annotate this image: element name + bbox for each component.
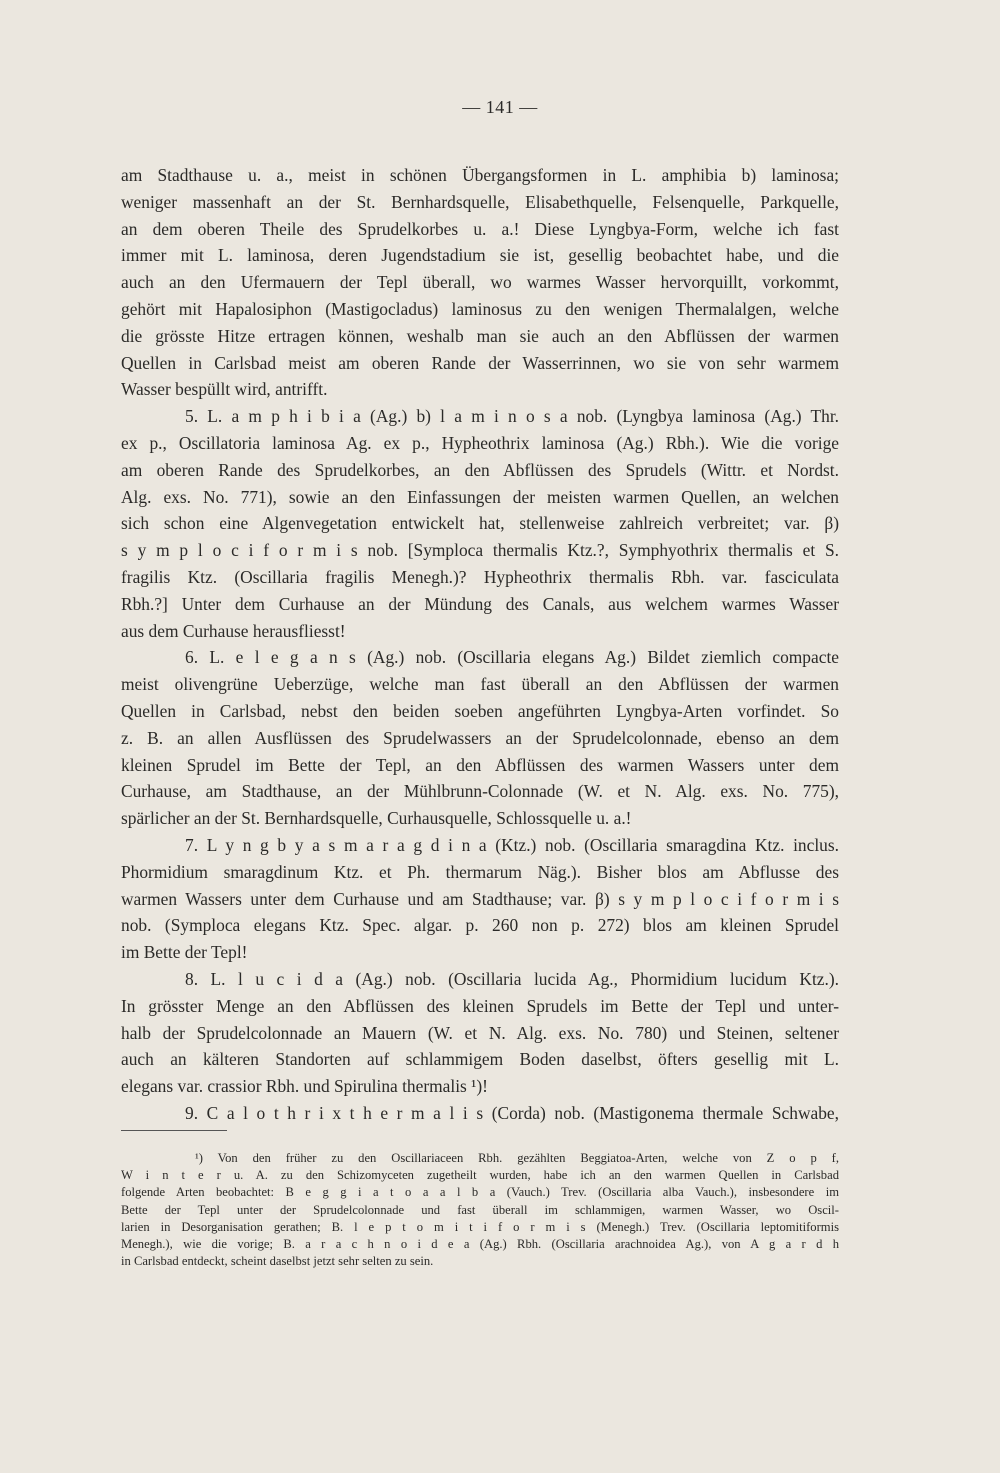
footnote-line: Menegh.), wie die vorige; B. a r a c h n o i d e a (Ag.) Rbh. (Oscillaria arachnoidea Ag.), von A g a r d h	[121, 1236, 839, 1251]
footnote-line: larien in Desorganisation gerathen; B. l e p t o m i t i f o r m i s (Menegh.) Trev. (Oscillaria leptomitiformis	[121, 1219, 839, 1234]
text-line: Alg. exs. No. 771), sowie an den Einfassungen der meisten warmen Quellen, an welchen	[121, 486, 839, 507]
text-line: nob. (Symploca elegans Ktz. Spec. algar. p. 260 non p. 272) blos am kleinen Sprudel	[121, 915, 839, 936]
text-line: kleinen Sprudel im Bette der Tepl, an den Abflüssen des warmen Wassers unter dem	[121, 754, 839, 775]
text-line: fragilis Ktz. (Oscillaria fragilis Menegh.)? Hypheothrix thermalis Rbh. var. fasciculata	[121, 566, 839, 587]
text-line: spärlicher an der St. Bernhardsquelle, Curhausquelle, Schlossquelle u. a.!	[121, 808, 632, 829]
text-line: warmen Wassers unter dem Curhause und am Stadthause; var. β) s y m p l o c i f o r m i s	[121, 888, 839, 909]
text-line: Wasser bespüllt wird, antrifft.	[121, 379, 328, 400]
text-line: am Stadthause u. a., meist in schönen Übergangsformen in L. amphibia b) laminosa;	[121, 165, 839, 185]
footnote-divider	[121, 1130, 227, 1131]
text-line: 8. L. l u c i d a (Ag.) nob. (Oscillaria lucida Ag., Phormidium lucidum Ktz.).	[185, 968, 839, 989]
text-line: Rbh.?] Unter dem Curhause an der Mündung des Canals, aus welchem warmes Wasser	[121, 593, 839, 614]
text-line: sich schon eine Algenvegetation entwickelt hat, stellenweise zahlreich verbreitet; var. β)	[121, 513, 839, 534]
text-line: am oberen Rande des Sprudelkorbes, an den Abflüssen des Sprudels (Wittr. et Nordst.	[121, 459, 839, 480]
text-line: ex p., Oscillatoria laminosa Ag. ex p., Hypheothrix laminosa (Ag.) Rbh.). Wie die vorige	[121, 432, 839, 453]
footnote-line: ¹) Von den früher zu den Oscillariaceen Rbh. gezählten Beggiatoa-Arten, welche von Z o p f,	[195, 1151, 839, 1165]
text-line: halb der Sprudelcolonnade an Mauern (W. et N. Alg. exs. No. 780) und Steinen, seltener	[121, 1022, 839, 1043]
text-line: 6. L. e l e g a n s (Ag.) nob. (Oscillaria elegans Ag.) Bildet ziemlich compacte	[185, 647, 839, 668]
footnote-line: Bette der Tepl unter der Sprudelcolonnade und fast überall im schlammigen, warmen Wasser, wo Oscil-	[121, 1202, 839, 1217]
text-line: In grösster Menge an den Abflüssen des kleinen Sprudels im Bette der Tepl und unter-	[121, 995, 839, 1016]
text-line: auch an kälteren Standorten auf schlammigem Boden daselbst, öfters gesellig mit L.	[121, 1049, 839, 1070]
footnote-line: W i n t e r u. A. zu den Schizomyceten zugetheilt wurden, habe ich an den warmen Quellen in Carlsbad	[121, 1168, 839, 1183]
text-line: Curhause, am Stadthause, an der Mühlbrunn-Colonnade (W. et N. Alg. exs. No. 775),	[121, 781, 839, 802]
text-line: z. B. an allen Ausflüssen des Sprudelwassers an der Sprudelcolonnade, ebenso an dem	[121, 727, 839, 748]
text-line: aus dem Curhause herausfliesst!	[121, 620, 346, 641]
text-line: Quellen in Carlsbad, nebst den beiden soeben angeführten Lyngbya-Arten vorfindet. So	[121, 700, 839, 721]
text-line: immer mit L. laminosa, deren Jugendstadium sie ist, gesellig beobachtet habe, und die	[121, 245, 839, 266]
text-line: 9. C a l o t h r i x t h e r m a l i s (Corda) nob. (Mastigonema thermale Schwabe,	[185, 1102, 839, 1123]
text-line: im Bette der Tepl!	[121, 942, 248, 963]
text-line: 5. L. a m p h i b i a (Ag.) b) l a m i n o s a nob. (Lyngbya laminosa (Ag.) Thr.	[185, 406, 839, 427]
text-line: Quellen in Carlsbad meist am oberen Rande der Wasserrinnen, wo sie von sehr warmem	[121, 352, 839, 373]
text-line: s y m p l o c i f o r m i s nob. [Symploca thermalis Ktz.?, Symphyothrix thermalis et S.	[121, 540, 839, 561]
page-number: — 141 —	[462, 97, 538, 117]
body-text	[121, 162, 839, 1127]
text-line: elegans var. crassior Rbh. und Spirulina thermalis ¹)!	[121, 1076, 488, 1097]
text-line: Phormidium smaragdinum Ktz. et Ph. thermarum Näg.). Bisher blos am Abflusse des	[121, 861, 839, 882]
footnote-line: in Carlsbad entdeckt, scheint daselbst jetzt sehr selten zu sein.	[121, 1254, 434, 1269]
text-line: meist olivengrüne Ueberzüge, welche man fast überall an den Abflüssen der warmen	[121, 674, 839, 695]
text-line: die grösste Hitze ertragen können, weshalb man sie auch an den Abflüssen der warmen	[121, 325, 839, 346]
text-line: gehört mit Hapalosiphon (Mastigocladus) laminosus zu den wenigen Thermalalgen, welche	[121, 298, 839, 319]
footnote-line: folgende Arten beobachtet: B e g g i a t o a a l b a (Vauch.) Trev. (Oscillaria alba Vauch.), insbesondere im	[121, 1185, 839, 1200]
text-line: an dem oberen Theile des Sprudelkorbes u. a.! Diese Lyngbya-Form, welche ich fast	[121, 218, 839, 239]
footnotes	[121, 1150, 839, 1270]
text-line: auch an den Ufermauern der Tepl überall, wo warmes Wasser hervorquillt, vorkommt,	[121, 272, 839, 293]
text-line: weniger massenhaft an der St. Bernhardsquelle, Elisabethquelle, Felsenquelle, Parkquelle,	[121, 191, 839, 212]
text-line: 7. L y n g b y a s m a r a g d i n a (Ktz.) nob. (Oscillaria smaragdina Ktz. inclus.	[185, 834, 839, 855]
